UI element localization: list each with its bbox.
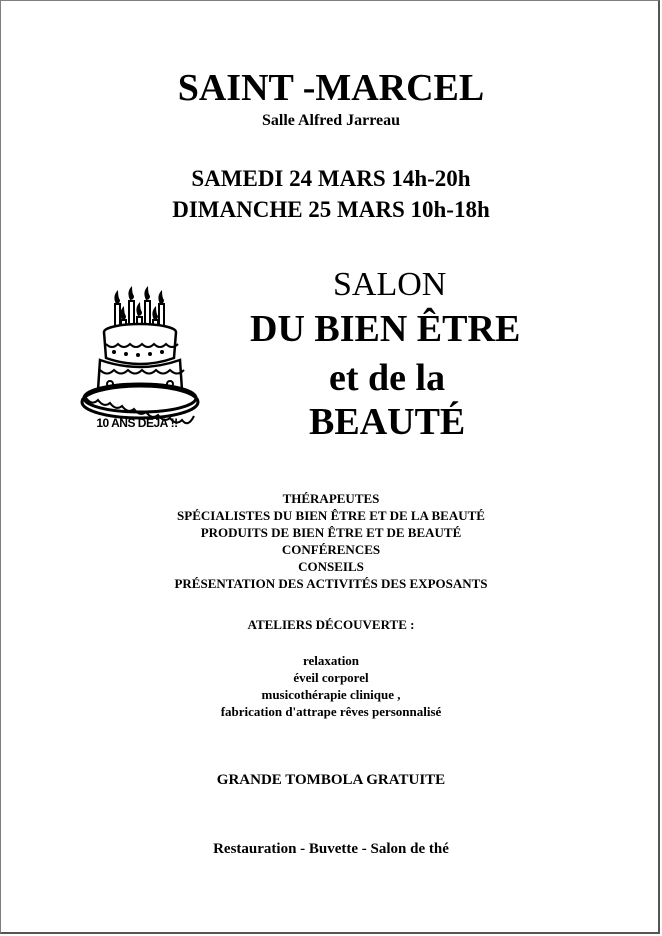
list-item: SPÉCIALISTES DU BIEN ÊTRE ET DE LA BEAUTÉ (177, 508, 485, 523)
date-saturday: SAMEDI 24 MARS 14h-20h (191, 166, 471, 191)
list-item: PRÉSENTATION DES ACTIVITÉS DES EXPOSANTS (174, 576, 488, 591)
date-sunday: DIMANCHE 25 MARS 10h-18h (172, 197, 490, 222)
list-item: CONSEILS (298, 559, 364, 574)
birthday-cake-icon (78, 286, 202, 436)
services-line: Restauration - Buvette - Salon de thé (213, 841, 449, 857)
list-item: relaxation (302, 653, 360, 668)
salon-title-line2: DU BIEN ÊTRE (250, 308, 521, 350)
list-item: éveil corporel (293, 670, 369, 685)
list-item: THÉRAPEUTES (282, 491, 380, 506)
list-item: musicothérapie clinique , (261, 687, 401, 702)
cake-caption: 10 ANS DÉJÀ !! (96, 416, 178, 430)
category-list (0, 490, 662, 592)
list-item: fabrication d'attrape rêves personnalisé (220, 704, 442, 719)
workshops-heading: ATELIERS DÉCOUVERTE : (247, 617, 415, 632)
town-title: SAINT -MARCEL (177, 67, 485, 109)
venue-name: Salle Alfred Jarreau (261, 112, 401, 129)
tombola-banner: GRANDE TOMBOLA GRATUITE (216, 772, 446, 788)
salon-title-line4: BEAUTÉ (309, 401, 466, 443)
workshop-list (0, 652, 662, 720)
salon-title-line1: SALON (333, 266, 447, 303)
salon-title-line3: et de la (329, 357, 446, 399)
list-item: CONFÉRENCES (281, 542, 381, 557)
list-item: PRODUITS DE BIEN ÊTRE ET DE BEAUTÉ (200, 525, 462, 540)
